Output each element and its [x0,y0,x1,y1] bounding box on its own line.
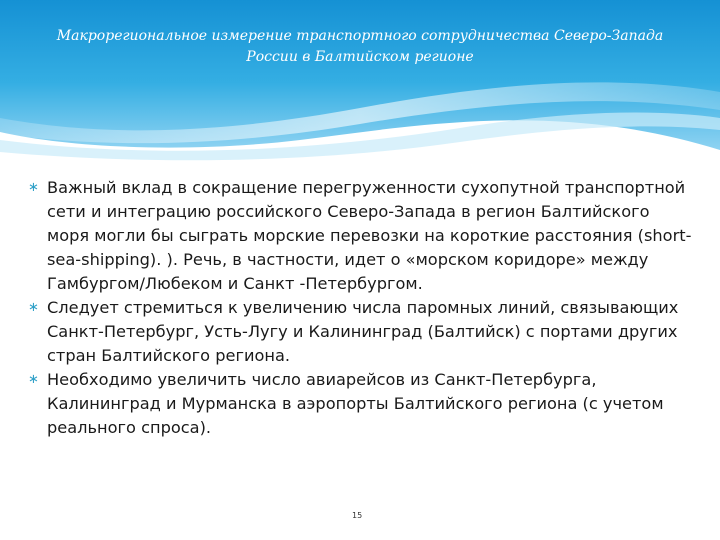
bullet-item [28,368,692,440]
page-number: 15 [352,511,363,520]
bullet-icon: ∗ [28,300,39,315]
bullet-list [28,176,692,440]
bullet-item [28,176,692,296]
bullet-text: Необходимо увеличить число авиарейсов из Санкт-Петербурга, Калининград и Мурманска в аэропорты Балтийского региона (с учетом реального спроса). [47,370,664,437]
bullet-text: Важный вклад в сокращение перегруженности сухопутной транспортной сети и интеграцию российского Северо-Запада в регион Балтийского моря могли бы сыграть морские перевозки на короткие расстояния (short-sea-shipping). ). Речь, в частности, идет о «морском коридоре» между Гамбургом/Любеком и Санкт -Петербургом. [47,178,692,293]
bullet-item [28,296,692,368]
bullet-text: Следует стремиться к увеличению числа паромных линий, связывающих Санкт-Петербург, Усть-Лугу и Калининград (Балтийск) с портами других стран Балтийского региона. [47,298,679,365]
bullet-icon: ∗ [28,180,39,195]
bullet-icon: ∗ [28,372,39,387]
slide-title: Макрорегиональное измерение транспортного сотрудничества Северо-Запада России в Балтийском регионе [56,28,664,65]
